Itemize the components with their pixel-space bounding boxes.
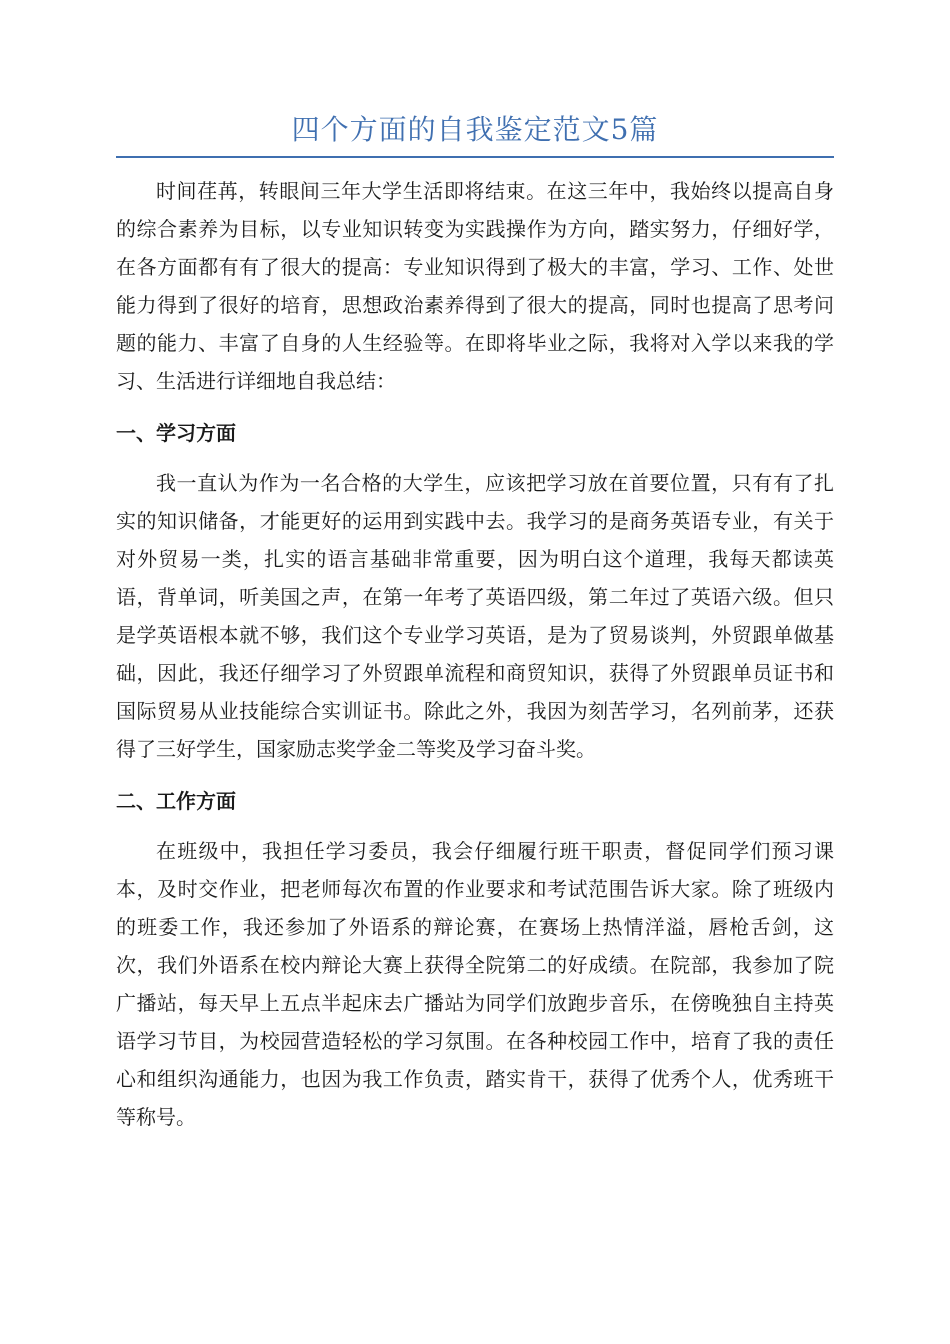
spacer bbox=[116, 820, 834, 832]
spacer bbox=[116, 400, 834, 414]
title-block bbox=[116, 110, 834, 158]
section-study bbox=[116, 414, 834, 768]
section-work bbox=[116, 782, 834, 1136]
section-heading-study: 一、学习方面 bbox=[116, 421, 236, 445]
spacer bbox=[116, 768, 834, 782]
document-title: 四个方面的自我鉴定范文5篇 bbox=[291, 113, 659, 146]
document-body bbox=[116, 172, 834, 1136]
section-heading-work: 二、工作方面 bbox=[116, 789, 236, 813]
intro-paragraph: 时间荏苒，转眼间三年大学生活即将结束。在这三年中，我始终以提高自身的综合素养为目标，以专业知识转变为实践操作为方向，踏实努力，仔细好学，在各方面都有有了很大的提高：专业知识得到了极大的丰富，学习、工作、处世能力得到了很好的培育，思想政治素养得到了很大的提高，同时也提高了思考问题的能力、丰富了自身的人生经验等。在即将毕业之际，我将对入学以来我的学习、生活进行详细地自我总结： bbox=[116, 179, 834, 393]
section-body-study: 我一直认为作为一名合格的大学生，应该把学习放在首要位置，只有有了扎实的知识储备，才能更好的运用到实践中去。我学习的是商务英语专业，有关于对外贸易一类，扎实的语言基础非常重要，因为明白这个道理，我每天都读英语，背单词，听美国之声，在第一年考了英语四级，第二年过了英语六级。但只是学英语根本就不够，我们这个专业学习英语，是为了贸易谈判，外贸跟单做基础，因此，我还仔细学习了外贸跟单流程和商贸知识，获得了外贸跟单员证书和国际贸易从业技能综合实训证书。除此之外，我因为刻苦学习，名列前茅，还获得了三好学生，国家励志奖学金二等奖及学习奋斗奖。 bbox=[116, 471, 834, 761]
section-body-work: 在班级中，我担任学习委员，我会仔细履行班干职责，督促同学们预习课本，及时交作业，把老师每次布置的作业要求和考试范围告诉大家。除了班级内的班委工作，我还参加了外语系的辩论赛，在赛场上热情洋溢，唇枪舌剑，这次，我们外语系在校内辩论大赛上获得全院第二的好成绩。在院部，我参加了院广播站，每天早上五点半起床去广播站为同学们放跑步音乐，在傍晚独自主持英语学习节目，为校园营造轻松的学习氛围。在各种校园工作中，培育了我的责任心和组织沟通能力，也因为我工作负责，踏实肯干，获得了优秀个人，优秀班干等称号。 bbox=[116, 839, 834, 1129]
spacer bbox=[116, 452, 834, 464]
